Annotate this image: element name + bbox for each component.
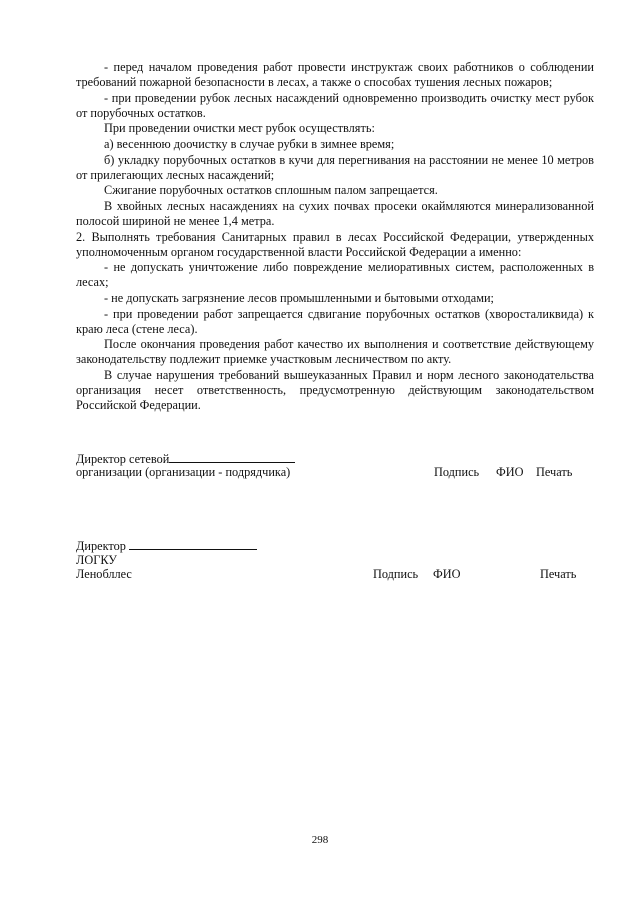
paragraph-melioration: - не допускать уничтожение либо повреждение мелиоративных систем, расположенных в лесах;: [76, 260, 594, 290]
paragraph-cleanup: - при проведении рубок лесных насаждений одновременно производить очистку мест рубок от порубочных остатков.: [76, 90, 594, 120]
paragraph-item-a: а) весеннюю доочистку в случае рубки в зимнее время;: [104, 136, 395, 151]
paragraph-brushwood: - при проведении работ запрещается сдвигание порубочных остатков (хворосталиквида) к краю леса (стене леса).: [76, 306, 594, 336]
signature1-org: организации (организации - подрядчика): [76, 465, 291, 479]
paragraph-instruction: - перед началом проведения работ провести инструктаж своих работников о соблюдении требований пожарной безопасности в лесах, а также о способах тушения лесных пожаров;: [76, 60, 594, 90]
signature2-stamp-label: Печать: [540, 567, 577, 581]
signature1-sign-label: Подпись: [434, 465, 480, 479]
signature2-sign-label: Подпись: [373, 567, 419, 581]
document-body: [76, 60, 594, 414]
page-number: 298: [311, 834, 329, 846]
paragraph-sanitary-rules: 2. Выполнять требования Санитарных правил в лесах Российской Федерации, утвержденных уполномоченным органом государственной власти Российской Федерации а именно:: [76, 229, 594, 259]
paragraph-burning-ban: Сжигание порубочных остатков сплошным палом запрещается.: [104, 183, 438, 198]
signature2-line: [129, 549, 257, 550]
signature2-fio-label: ФИО: [433, 567, 461, 581]
signature1-stamp-label: Печать: [536, 465, 573, 479]
signature2-org1: ЛОГКУ: [76, 553, 117, 567]
signature2-title-row: [76, 539, 257, 554]
paragraph-firebreak: В хвойных лесных насаждениях на сухих почвах просеки окаймляются минерализованной полосой шириной не менее 1,4 метра.: [76, 198, 594, 228]
paragraph-pollution: - не допускать загрязнение лесов промышленными и бытовыми отходами;: [104, 290, 494, 305]
signature1-title: Директор сетевой: [76, 452, 170, 466]
signature2-title: Директор: [76, 539, 126, 553]
paragraph-item-b: б) укладку порубочных остатков в кучи для перегнивания на расстоянии не менее 10 метров от прилегающих лесных насаждений;: [76, 152, 594, 182]
signature2-org2: Ленобллес: [76, 567, 132, 581]
paragraph-liability: В случае нарушения требований вышеуказанных Правил и норм лесного законодательства организация несет ответственность, предусмотренную действующим законодательством Российской Федерации.: [76, 367, 594, 413]
signature1-fio-label: ФИО: [496, 465, 524, 479]
signature1-line: [169, 462, 295, 463]
paragraph-cleanup-heading: При проведении очистки мест рубок осуществлять:: [104, 121, 375, 136]
paragraph-acceptance: После окончания проведения работ качество их выполнения и соответствие действующему законодательству подлежит приемке участковым лесничеством по акту.: [76, 337, 594, 367]
